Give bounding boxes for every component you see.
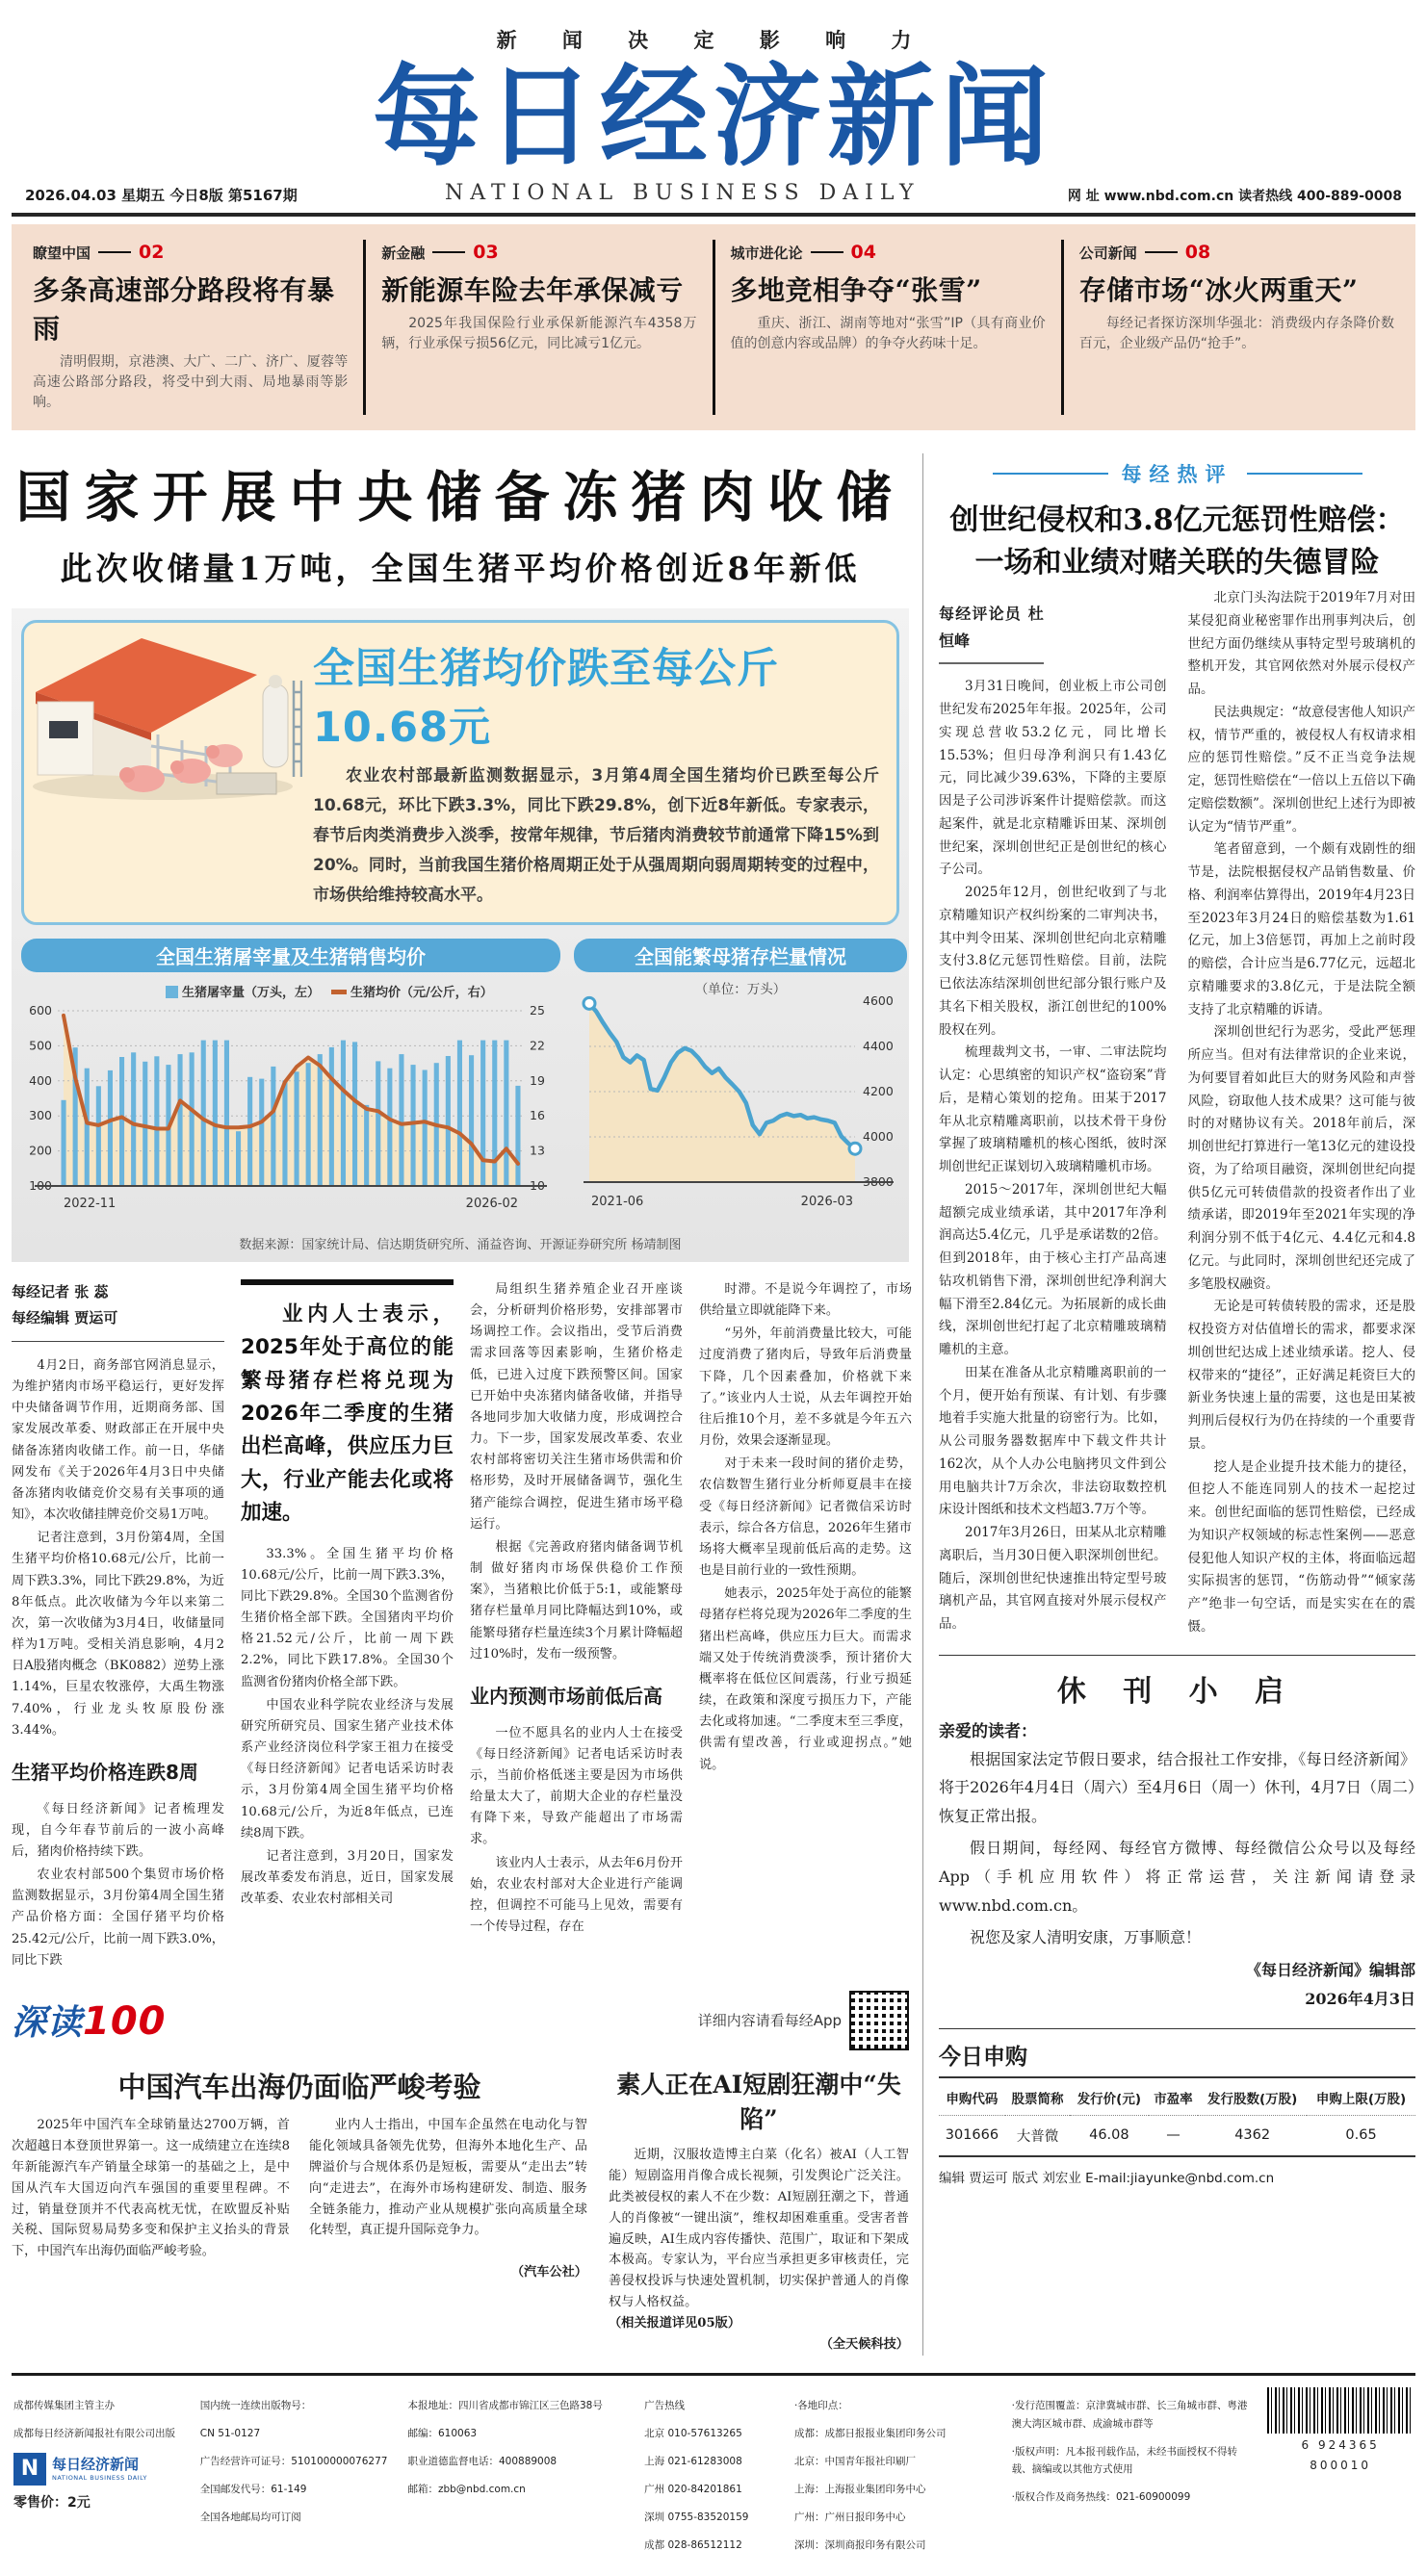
teaser-body: 重庆、浙江、湖南等地对“张雪”IP（具有商业价值的创意内容或品牌）的争夺火药味十足。 <box>730 316 1046 352</box>
svg-text:600: 600 <box>29 1002 52 1018</box>
paragraph: 记者注意到，3月份第4周，全国生猪平均价格10.68元/公斤，比前一周下跌3.3%，同比下跌29.8%，为近8年低点。此次收储为今年以来第二次，第一次收储为3月4日，收储量同样为1万吨。受相关消息影响，4月2日A股猪肉概念（BK0882）逆势上涨1.14%，巨星农牧涨停，大禹生物涨7.40%，行业龙头牧原股份涨3.44%。 <box>12 1531 224 1738</box>
paragraph: 邮箱：zbb@nbd.com.cn <box>407 2484 526 2496</box>
print-sites-block <box>794 2387 997 2564</box>
paragraph: 上海：上海报业集团印务中心 <box>793 2484 926 2496</box>
paragraph-group <box>470 1723 683 1939</box>
article-body <box>12 2115 587 2262</box>
teaser-body: 2025年我国保险行业承保新能源汽车4358万辆，行业承保亏损56亿元，同比减亏1亿元。 <box>381 316 697 352</box>
teaser-title[interactable]: 存储市场“冰火两重天” <box>1078 274 1359 307</box>
paragraph: 记者注意到，3月20日，国家发展改革委发布消息，近日，国家发展改革委、农业农村部相关司 <box>241 1848 454 1907</box>
chart-title: 全国能繁母猪存栏量情况 <box>574 939 907 972</box>
teaser-xinjinrong[interactable] <box>363 240 712 415</box>
paragraph-group <box>241 1544 454 1911</box>
paragraph: 假日期间，每经网、每经官方微博、每经微信公众号以及每经App（手机应用软件）将正常运营，关注新闻请登录www.nbd.com.cn。 <box>939 1839 1415 1915</box>
paragraph-group <box>939 587 1415 1639</box>
issue-date: 2026.04.03 星期五 今日8版 第5167期 <box>25 187 298 205</box>
paragraph: 祝您及家人清明安康，万事顺意！ <box>970 1928 1202 1947</box>
teaser-liaowang[interactable] <box>17 240 363 415</box>
teaser-kicker: 瞭望中国 <box>33 244 91 262</box>
paragraph: 挖人是企业提升技术能力的捷径，但挖人不能连同别人的技术一起挖过来。创世纪面临的惩罚性赔偿，已经成为知识产权领域的标志性案例——恶意侵犯他人知识产权的主体，将面临远超实际损害的惩罚，“伤筋动骨”“倾家荡产”绝非一句空话，而是实实在在的震慑。 <box>1187 1458 1415 1635</box>
svg-text:（单位：万头）: （单位：万头） <box>694 981 787 997</box>
infographic <box>12 608 909 1262</box>
masthead-title: 每日经济新闻 <box>373 52 1054 182</box>
paragraph-group <box>699 1279 912 1776</box>
distribution-block <box>1012 2387 1253 2564</box>
main-story-area <box>12 453 912 2356</box>
paragraph: 中国农业科学院农业经济与发展研究所研究员、国家生猪产业技术体系产业经济岗位科学家王祖力在接受《每日经济新闻》记者电话采访时表示，3月份第4周全国生猪平均价格10.68元/公斤，为近8年低点，已连续8周下跌。 <box>241 1697 454 1841</box>
paragraph: 上海 021-61283008 <box>644 2456 742 2468</box>
paragraph: 2015～2017年，深圳创世纪大幅超额完成业绩承诺，其中2017年净利润高达5.4亿元，几乎是承诺数的2倍。但到2018年，由于核心主打产品高速钻攻机销售下滑，深圳创世纪净利润大幅下滑至2.84亿元。为拓展新的成长曲线，深圳创世纪打起了北京精雕玻璃精雕机的主意。 <box>939 1181 1167 1358</box>
ipo-header-row: 申购代码 股票简称 发行价(元) 市盈率 发行股数(万股) 申购上限(万股) <box>939 2080 1415 2116</box>
svg-text:4600: 4600 <box>863 992 894 1008</box>
ipo-shares: 4362 <box>1198 2115 1307 2156</box>
subhead-forecast: 业内预测市场前低后高 <box>470 1684 662 1708</box>
ipo-price: 46.08 <box>1070 2115 1149 2156</box>
dash-rule <box>1145 251 1178 253</box>
website-hotline: 网 址 www.nbd.com.cn 读者热线 400-889-0008 <box>1067 189 1402 205</box>
editor: 每经编辑 贾运可 <box>12 1308 118 1327</box>
svg-text:25: 25 <box>530 1002 545 1018</box>
ipo-pe: — <box>1149 2115 1199 2156</box>
paragraph: 33.3%。全国生猪平均价格10.68元/公斤，比前一周下跌3.3%，同比下跌29.8%。全国30个监测省份生猪价格全部下跌。全国猪肉平均价格21.52元/公斤，比前一周下跌2.2%，同比下跌17.8%。全国30个监测省份猪肉价格全部下跌。 <box>241 1546 454 1689</box>
ipo-name: 大普微 <box>1005 2115 1070 2156</box>
svg-text:13: 13 <box>530 1143 545 1158</box>
paragraph: ·版权合作及商务热线：021-60900099 <box>1011 2490 1191 2503</box>
paragraph: 深圳：深圳商报印务有限公司 <box>793 2538 926 2551</box>
svg-text:100: 100 <box>29 1177 52 1193</box>
byline <box>12 1279 224 1342</box>
lead-subhead: 此次收储量1万吨，全国生猪平均价格创近8年新低 <box>60 550 861 588</box>
subhead-price-drop: 生猪平均价格连跌8周 <box>12 1760 198 1784</box>
opinion-byline: 每经评论员 杜恒峰 <box>939 601 1044 664</box>
barcode-number: 6 924365 800010 <box>1301 2437 1380 2472</box>
teaser-strip <box>12 224 1415 430</box>
pull-quote: 业内人士表示，2025年处于高位的能繁母猪存栏将兑现为2026年二季度的生猪出栏高峰，供应压力巨大，行业产能去化或将加速。 <box>241 1279 454 1531</box>
editors-line: 编辑 贾运可 版式 刘宏业 E-mail:jiayunke@nbd.com.cn <box>939 2170 1275 2186</box>
svg-text:200: 200 <box>29 1143 52 1158</box>
paragraph: CN 51-0127 <box>199 2428 261 2440</box>
svg-text:4400: 4400 <box>863 1038 894 1053</box>
page-number: 03 <box>473 242 499 264</box>
ipo-limit: 0.65 <box>1307 2115 1415 2156</box>
nbd-logo-mark: N <box>13 2453 46 2486</box>
paragraph: 职业道德监督电话：400889008 <box>407 2456 558 2468</box>
notice-salutation: 亲爱的读者： <box>939 1721 1037 1741</box>
paragraph: 成都 028-86512112 <box>644 2538 742 2551</box>
paragraph: 民法典规定：“故意侵害他人知识产权，情节严重的，被侵权人有权请求相应的惩罚性赔偿。”反不正当竞争法规定，惩罚性赔偿在“一倍以上五倍以下确定赔偿数额”。深圳创世纪上述行为即被认定为“情节严重”。 <box>1187 704 1415 835</box>
dash-rule <box>98 251 131 253</box>
issn-barcode <box>1267 2387 1414 2564</box>
article-body <box>609 2145 909 2313</box>
article-car-export[interactable] <box>12 2060 587 2356</box>
see-also-note: （相关报道详见05版） <box>609 2316 741 2331</box>
notice-body <box>939 1745 1415 1952</box>
paragraph: 田某在准备从北京精雕离职前的一个月，便开始有预谋、有计划、有步骤地着手实施大批量的窃密行为。比如，从公司服务器数据库中下载文件共计162次，从个人办公电脑拷贝文件到公用电脑共计7万余次，非法窃取数控机床设计图纸和技术文档超3.7万个等。 <box>939 1364 1167 1518</box>
license-block <box>200 2387 393 2564</box>
paragraph: 时滞。不是说今年调控了，市场供给量立即就能降下来。 <box>699 1281 912 1319</box>
ipo-code: 301666 <box>939 2115 1005 2156</box>
lead-headline: 国家开展中央储备冻猪肉收储 <box>15 465 905 530</box>
paragraph: 本报地址：四川省成都市锦江区三色路38号 <box>407 2400 603 2412</box>
teaser-gongsi[interactable] <box>1061 240 1410 415</box>
paragraph: 深圳创世纪行为恶劣，受此严惩理所应当。但对有法律常识的企业来说，为何要冒着如此巨大的财务风险和声誉风险，窃取他人技术成果？这可能与彼时的对赌协议有关。2018年前后，深圳创世纪打算进行一笔13亿元的建设投资，为了给项目融资，深圳创世纪向提供5亿元可转债借款的投资者作出了业绩承诺，即2019年至2021年实现的净利润分别不低于4亿元、4.4亿元和4.8亿元。与此同时，深圳创世纪还完成了多笔股权融资。 <box>1187 1024 1415 1292</box>
teaser-chengshi[interactable] <box>713 240 1061 415</box>
paragraph: 笔者留意到，一个颇有戏剧性的细节是，法院根据侵权产品销售数量、价格、利润率估算得出，2019年4月23日至2023年3月24日的赔偿基数为1.61亿元，加上3倍惩罚，再加上之前时段的赔偿，合计应当是6.77亿元，远超北京精雕要求的3.8亿元，于是法院全额支持了北京精雕的诉请。 <box>1187 841 1415 1018</box>
svg-text:19: 19 <box>530 1072 545 1088</box>
app-note: 详细内容请看每经App <box>698 1991 909 2050</box>
paragraph: 广州：广州日报印务中心 <box>793 2511 906 2523</box>
paragraph: 北京 010-57613265 <box>644 2428 742 2440</box>
deep-read-logo: 深读100 <box>12 1999 167 2045</box>
svg-text:300: 300 <box>29 1108 52 1123</box>
infographic-title: 全国生猪均价跌至每公斤10.68元 <box>313 645 779 753</box>
teaser-kicker: 城市进化论 <box>730 244 803 262</box>
chart-title: 全国生猪屠宰量及生猪销售均价 <box>21 939 560 972</box>
ad-hotline-block <box>644 2387 779 2564</box>
paragraph: 4月2日，商务部官网消息显示，为维护猪肉市场平稳运行，更好发挥中央储备调节作用，近期商务部、国家发展改革委、财政部正在开展中央储备冻猪肉收储工作。前一日，华储网发布《关于2026年4月3日中央储备冻猪肉收储竞价交易有关事项的通知》，本次收储挂牌竞价交易1万吨。 <box>12 1357 224 1523</box>
svg-text:500: 500 <box>29 1038 52 1053</box>
publication-footer <box>12 2373 1415 2576</box>
deep-read-row <box>12 1991 909 2050</box>
opinion-kicker <box>939 459 1415 488</box>
ipo-data-row <box>939 2115 1415 2156</box>
teaser-kicker: 新金融 <box>381 244 426 262</box>
paragraph: 3月31日晚间，创业板上市公司创世纪发布2025年年报。2025年，公司实现总营收53.2亿元，同比增长15.53%；但归母净利润只有1.43亿元，同比减少39.63%，下降的主要原因是子公司涉诉案件计提赔偿款。而这起案件，就是北京精雕诉田某、深圳创世纪案，深圳创世纪正是创世纪的核心子公司。 <box>939 679 1167 878</box>
svg-text:2022-11: 2022-11 <box>64 1196 117 1211</box>
right-column <box>922 453 1415 2356</box>
teaser-title[interactable]: 新能源车险去年承保减亏 <box>381 274 684 307</box>
line-chart <box>574 972 907 1221</box>
barcode-bars <box>1267 2387 1412 2434</box>
article-ai-shorts[interactable] <box>609 2060 909 2356</box>
pig-farm-illustration <box>28 632 302 804</box>
infographic-lead: 农业农村部最新监测数据显示，3月第4周全国生猪均价已跌至每公斤10.68元，环比下跌3.3%，同比下跌29.8%，创下近8年新低。专家表示，春节后肉类消费步入淡季，按常年规律，节后猪肉消费较节前通常下降15%到20%。同时，当前我国生猪价格周期正处于从强周期向弱周期转变的过程中，市场供给维持较高水平。 <box>313 766 879 905</box>
page-number: 08 <box>1184 242 1211 264</box>
opinion-headline[interactable]: 创世纪侵权和3.8亿元惩罚性赔偿： 一场和业绩对赌关联的失德冒险 <box>949 503 1405 580</box>
paragraph: 广州 020-84201861 <box>644 2484 742 2496</box>
article-column-1 <box>12 1279 224 1973</box>
svg-text:4200: 4200 <box>863 1083 894 1098</box>
rule-left <box>993 473 1108 475</box>
ipo-title: 今日申购 <box>939 2039 1415 2078</box>
paragraph: 对于未来一段时间的猪价走势，农信数智生猪行业分析师夏晨丰在接受《每日经济新闻》记者微信采访时表示，综合各方信息，2026年生猪市场将大概率呈现前低后高的走势。这也是目前行业的一致性预期。 <box>699 1456 912 1579</box>
combo-chart <box>21 972 560 1221</box>
paragraph: 2025年中国汽车全球销量达2700万辆，首次超越日本登顶世界第一。这一成绩建立在连续8年新能源汽车产销量全球第一的基础之上，是中国从汽车大国迈向汽车强国的重要里程碑。不过，销量登顶并不代表高枕无忧，在欧盟反补贴关税、国际贸易局势多变和保护主义抬头的背景下，中国汽车出海仍面临严峻考验。 <box>12 2117 290 2259</box>
paragraph: 广告热线 <box>644 2400 686 2412</box>
paragraph: 近期，汉服妆造博主白菜（化名）被AI（人工智能）短剧盗用肖像合成长视频，引发舆论广泛关注。此类被侵权的素人不在少数：AI短剧狂潮之下，普通人的肖像被“一键出演”，维权却困难重重。受害者普遍反映，AI生成内容传播快、范围广，取证和下架成本极高。专家认为，平台应当承担更多审核责任，完善侵权投诉与快速处置机制，切实保护普通人的肖像权与人格权益。 <box>609 2147 909 2310</box>
infographic-banner <box>21 620 899 925</box>
paragraph: 一位不愿具名的业内人士在接受《每日经济新闻》记者电话采访时表示，当前价格低迷主要是因为市场供给量太大了，前期大企业的存栏量没有降下来，导致产能超出了市场需求。 <box>470 1725 683 1847</box>
paragraph: 邮编：610063 <box>407 2428 478 2440</box>
article-title[interactable]: 素人正在AI短剧狂潮中“失陷” <box>616 2070 901 2133</box>
svg-text:2021-06: 2021-06 <box>591 1194 644 1209</box>
holiday-notice <box>939 1655 1415 2015</box>
paragraph: ·发行范围覆盖：京津冀城市群、长三角城市群、粤港澳大湾区城市群、成渝城市群等 <box>1011 2400 1248 2430</box>
attribution: （全天候科技） <box>819 2337 909 2353</box>
svg-text:3800: 3800 <box>863 1173 894 1189</box>
paragraph: 北京门头沟法院于2019年7月对田某侵犯商业秘密罪作出刑事判决后，创世纪方面仍继续从事特定型号玻璃机的整机开发，其官网依然对外展示侵权产品。 <box>1187 590 1415 698</box>
teaser-body: 清明假期，京港澳、大广、二广、济广、厦蓉等高速公路部分路段，将受中到大雨、局地暴雨等影响。 <box>33 354 349 411</box>
teaser-title[interactable]: 多条高速部分路段将有暴雨 <box>33 274 335 346</box>
svg-text:生猪均价（元/公斤，右）: 生猪均价（元/公斤，右） <box>350 985 493 1000</box>
qr-code <box>849 1991 909 2050</box>
chart-slaughter-price <box>21 939 560 1224</box>
article-column-3 <box>470 1279 683 1973</box>
teaser-body: 每经记者探访深圳华强北：消费级内存条降价数百元，企业级产品仍“抢手”。 <box>1078 316 1394 352</box>
data-source-caption: 数据来源：国家统计局、信达期货研究所、涌益咨询、开源证券研究所 杨靖制图 <box>239 1237 682 1252</box>
paragraph: “另外，年前消费量比较大，可能过度消费了猪肉后，导致年后消费量下降，几个因素叠加，价格就下来了。”该业内人士说，从去年调控开始往后推10个月，差不多就是今年五六月份，效果会逐渐显现。 <box>699 1327 912 1449</box>
paragraph: 全国邮发代号：61-149 <box>199 2484 307 2496</box>
paragraph: 根据国家法定节假日要求，结合报社工作安排，《每日经济新闻》将于2026年4月4日（周六）至4月6日（周一）休刊，4月7日（周二）恢复正常出报。 <box>939 1749 1415 1825</box>
paragraph: 北京：中国青年报社印刷厂 <box>793 2456 916 2468</box>
article-column-4 <box>699 1279 912 1973</box>
paragraph: 2017年3月26日，田某从北京精雕离职后，当月30日便入职深圳创世纪。随后，深圳创世纪快速推出特定型号玻璃机产品，其官网直接对外展示侵权产品。 <box>939 1525 1167 1633</box>
svg-text:4000: 4000 <box>863 1128 894 1144</box>
paragraph: 农业农村部500个集贸市场价格监测数据显示，3月份第4周全国生猪产品价格方面：全国仔猪平均价格25.42元/公斤，比前一周下跌3.0%，同比下跌 <box>12 1868 224 1968</box>
notice-title: 休 刊 小 启 <box>1056 1674 1298 1709</box>
paragraph: 成都每日经济新闻报社有限公司出版 <box>13 2428 175 2440</box>
nbd-logo: N 每日经济新闻 NATIONAL BUSINESS DAILY <box>13 2453 185 2486</box>
paragraph-group <box>12 1799 224 1971</box>
slogan: 新 闻 决 定 影 响 力 <box>496 28 931 52</box>
paragraph: 国内统一连续出版物号： <box>199 2400 312 2412</box>
paragraph: 2025年12月，创世纪收到了与北京精雕知识产权纠纷案的二审判决书，其中判令田某、深圳创世纪向北京精雕支付3.8亿元惩罚性赔偿。目前，法院已依法冻结深圳创世纪部分银行账户及其名下相关股权，浙江创世纪的100%股权在列。 <box>939 885 1167 1038</box>
chart-sow-inventory <box>574 939 907 1224</box>
paragraph: 《每日经济新闻》记者梳理发现，自今年春节前后的一波小高峰后，猪肉价格持续下跌。 <box>12 1801 224 1859</box>
masthead-info-row <box>12 181 1415 217</box>
reporter: 每经记者 张 蕊 <box>12 1282 109 1301</box>
paragraph: 成都传媒集团主管主办 <box>13 2400 115 2412</box>
paragraph: 根据《完善政府猪肉储备调节机制 做好猪肉市场保供稳价工作预案》，当猪粮比价低于5:1，或能繁母猪存栏量单月同比降幅达到10%，或能繁母猪存栏量连续3个月累计降幅超过10%时，发布一级预警。 <box>470 1539 683 1662</box>
address-block <box>407 2387 629 2564</box>
publisher-block <box>13 2387 185 2564</box>
opinion-kicker-label: 每经热评 <box>1121 462 1233 487</box>
dash-rule <box>811 251 843 253</box>
paragraph-group <box>470 1279 683 1665</box>
paragraph: 全国各地邮局均可订阅 <box>199 2511 301 2523</box>
paragraph: 成都：成都日报报业集团印务公司 <box>793 2428 947 2440</box>
paragraph: 梳理裁判文书，一审、二审法院均认定：心思缜密的知识产权“盗窃案”背后，是精心策划的挖角。田某于2017年从北京精雕离职前，以技术骨干身份掌握了玻璃精雕机的核心图纸，彼时深圳创世纪正谋划切入玻璃精雕机市场。 <box>939 1044 1167 1175</box>
english-title: NATIONAL BUSINESS DAILY <box>445 181 921 206</box>
article-title[interactable]: 中国汽车出海仍面临严峻考验 <box>117 2070 481 2103</box>
svg-text:2026-03: 2026-03 <box>800 1194 853 1209</box>
ipo-table <box>939 2080 1415 2157</box>
svg-text:生猪屠宰量（万头，左）: 生猪屠宰量（万头，左） <box>182 985 321 1000</box>
page-number: 02 <box>139 242 165 264</box>
svg-text:10: 10 <box>530 1177 545 1193</box>
paragraph: 局组织生猪养殖企业召开座谈会，分析研判价格形势，安排部署市场调控工作。会议指出，受节后消费需求回落等因素影响，生猪价格走低，已进入过度下跌预警区间。国家已开始中央冻猪肉储备收储，并指导各地同步加大收储力度，形成调控合力。下一步，国家发展改革委、农业农村部将密切关注生猪市场供需和价格形势，及时开展储备调节，强化生猪产能综合调控，促进生猪市场平稳运行。 <box>470 1281 683 1532</box>
opinion-body <box>939 587 1415 1639</box>
svg-text:16: 16 <box>530 1108 545 1123</box>
page-number: 04 <box>850 242 876 264</box>
paragraph: 广告经营许可证号：510100000076277 <box>199 2456 388 2468</box>
paragraph: ·版权声明：凡本报刊载作品，未经书面授权不得转载、摘编或以其他方式使用 <box>1011 2445 1238 2476</box>
dash-rule <box>432 251 465 253</box>
notice-signature: 《每日经济新闻》编辑部 2026年4月3日 <box>1245 1960 1415 2009</box>
teaser-title[interactable]: 多地竞相争夺“张雪” <box>730 274 982 307</box>
svg-text:22: 22 <box>530 1038 545 1053</box>
paragraph: 深圳 0755-83520159 <box>644 2511 749 2523</box>
retail-price: 零售价：2元 <box>13 2495 91 2512</box>
rule-right <box>1247 473 1362 475</box>
paragraph: ·各地印点： <box>793 2400 848 2412</box>
paragraph: 她表示，2025年处于高位的能繁母猪存栏将兑现为2026年二季度的生猪出栏高峰，供应压力巨大。而需求端又处于传统消费淡季，预计猪价大概率将在低位区间震荡，行业亏损延续，在政策和深度亏损压力下，产能去化或将加速。“二季度末至三季度，供需有望改善，行业或迎拐点。”她说。 <box>699 1586 912 1772</box>
ipo-section <box>939 2028 1415 2186</box>
teaser-kicker: 公司新闻 <box>1078 244 1137 262</box>
paragraph: 无论是可转债转股的需求，还是股权投资方对估值增长的需求，都要求深圳创世纪达成上述业绩承诺。挖人、侵权带来的“捷径”，正好满足耗资巨大的新业务快速上量的需要，这也是田某被判刑后侵权行为仍在持续的一个重要背景。 <box>1187 1299 1415 1452</box>
lead-article <box>12 1279 912 1973</box>
paragraph-group <box>12 1355 224 1741</box>
attribution: （汽车公社） <box>510 2265 587 2280</box>
paragraph: 业内人士指出，中国车企虽然在电动化与智能化领域具备领先优势，但海外本地化生产、品牌溢价与合规体系仍是短板，需要从“走出去”转向“走进去”，在海外市场构建研发、制造、服务全链条能力，推动产业从规模扩张向高质量全球化转型，真正提升国际竞争力。 <box>309 2117 587 2238</box>
svg-text:2026-02: 2026-02 <box>465 1196 518 1211</box>
svg-text:400: 400 <box>29 1072 52 1088</box>
article-column-2 <box>241 1279 454 1973</box>
paragraph: 该业内人士表示，从去年6月份开始，农业农村部对大企业进行产能调控，但调控不可能马上见效，需要有一个传导过程，存在 <box>470 1855 683 1935</box>
